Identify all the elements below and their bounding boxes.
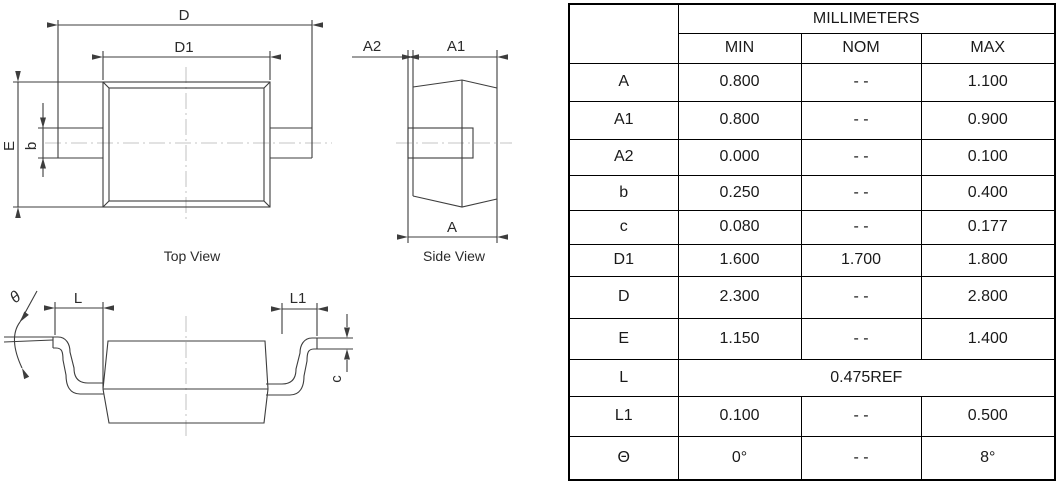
value-min: 0° (678, 436, 801, 480)
value-nom: - - (801, 175, 921, 210)
value-max: 0.400 (921, 175, 1055, 210)
param-name: b (569, 175, 678, 210)
param-name: Θ (569, 436, 678, 480)
value-max: 0.100 (921, 139, 1055, 175)
value-nom: - - (801, 139, 921, 175)
value-max: 1.400 (921, 318, 1055, 359)
theta-reference-line (4, 340, 53, 342)
value-nom: - - (801, 436, 921, 480)
param-name: A (569, 63, 678, 101)
column-header-unit: MILLIMETERS (678, 4, 1055, 33)
table-row (569, 436, 1055, 480)
value-min: 0.100 (678, 396, 801, 436)
dim-label-d: D (178, 7, 190, 24)
param-name: c (569, 210, 678, 244)
theta-leader-line (20, 291, 37, 322)
table-row (569, 101, 1055, 139)
arrowhead (344, 349, 350, 360)
dim-label-d1: D1 (174, 39, 194, 56)
table-header-row (569, 4, 1055, 33)
dimensions-table (568, 3, 1056, 481)
corner-cell (569, 4, 678, 63)
table-row (569, 276, 1055, 318)
value-max: 0.900 (921, 101, 1055, 139)
caption-side-view: Side View (422, 248, 486, 264)
param-name: D (569, 276, 678, 318)
dim-label-theta: θ (6, 288, 25, 307)
lead-right-top-surface (266, 338, 317, 384)
value-nom: - - (801, 276, 921, 318)
value-min: 1.150 (678, 318, 801, 359)
value-min: 0.250 (678, 175, 801, 210)
value-max: 0.177 (921, 210, 1055, 244)
caption-top-view: Top View (163, 248, 221, 264)
param-name: L1 (569, 396, 678, 436)
value-nom: - - (801, 396, 921, 436)
value-min: 0.800 (678, 101, 801, 139)
column-header-min: MIN (678, 33, 801, 63)
dim-label-a2: A2 (362, 38, 382, 55)
top-view (1, 7, 332, 264)
body-bottom-profile (413, 196, 497, 207)
column-header-nom: NOM (801, 33, 921, 63)
param-name: A1 (569, 101, 678, 139)
bevel-edge (103, 82, 109, 88)
theta-arc (14, 322, 22, 368)
value-nom: - - (801, 318, 921, 359)
value-min: 1.600 (678, 244, 801, 276)
value-min: 0.800 (678, 63, 801, 101)
table-row (569, 139, 1055, 175)
arrowhead (40, 118, 46, 129)
value-max: 1.100 (921, 63, 1055, 101)
lead-left-bottom-surface (53, 348, 104, 394)
value-nom: - - (801, 210, 921, 244)
bevel-edge (264, 201, 270, 207)
value-max: 2.800 (921, 276, 1055, 318)
dim-label-l1: L1 (289, 290, 307, 307)
lead-right-bottom-surface (266, 349, 317, 395)
dim-label-c: c (328, 375, 345, 383)
value-nom: 1.700 (801, 244, 921, 276)
value-min: 0.000 (678, 139, 801, 175)
arrowhead (40, 158, 46, 169)
value-nom: - - (801, 63, 921, 101)
table-row (569, 210, 1055, 244)
value-nom: - - (801, 101, 921, 139)
front-view (4, 288, 353, 437)
table-row (569, 63, 1055, 101)
body-top-profile (413, 80, 497, 88)
table-row (569, 359, 1055, 396)
value-max: 1.800 (921, 244, 1055, 276)
param-name: A2 (569, 139, 678, 175)
value-min: 2.300 (678, 276, 801, 318)
table-row (569, 244, 1055, 276)
column-header-max: MAX (921, 33, 1055, 63)
table-row (569, 175, 1055, 210)
param-name: L (569, 359, 678, 396)
dim-label-a1: A1 (446, 38, 466, 55)
table-row (569, 396, 1055, 436)
dim-label-l: L (73, 290, 83, 307)
dim-label-e: E (1, 140, 18, 152)
value-max: 0.500 (921, 396, 1055, 436)
dim-label-a: A (446, 219, 458, 236)
param-name: D1 (569, 244, 678, 276)
bevel-edge (264, 82, 270, 88)
side-view (352, 38, 512, 264)
arrowhead (344, 328, 350, 339)
dim-label-b: b (23, 141, 40, 151)
value-min: 0.080 (678, 210, 801, 244)
value-span: 0.475REF (678, 359, 1055, 396)
value-max: 8° (921, 436, 1055, 480)
param-name: E (569, 318, 678, 359)
bevel-edge (103, 201, 109, 207)
table-row (569, 318, 1055, 359)
